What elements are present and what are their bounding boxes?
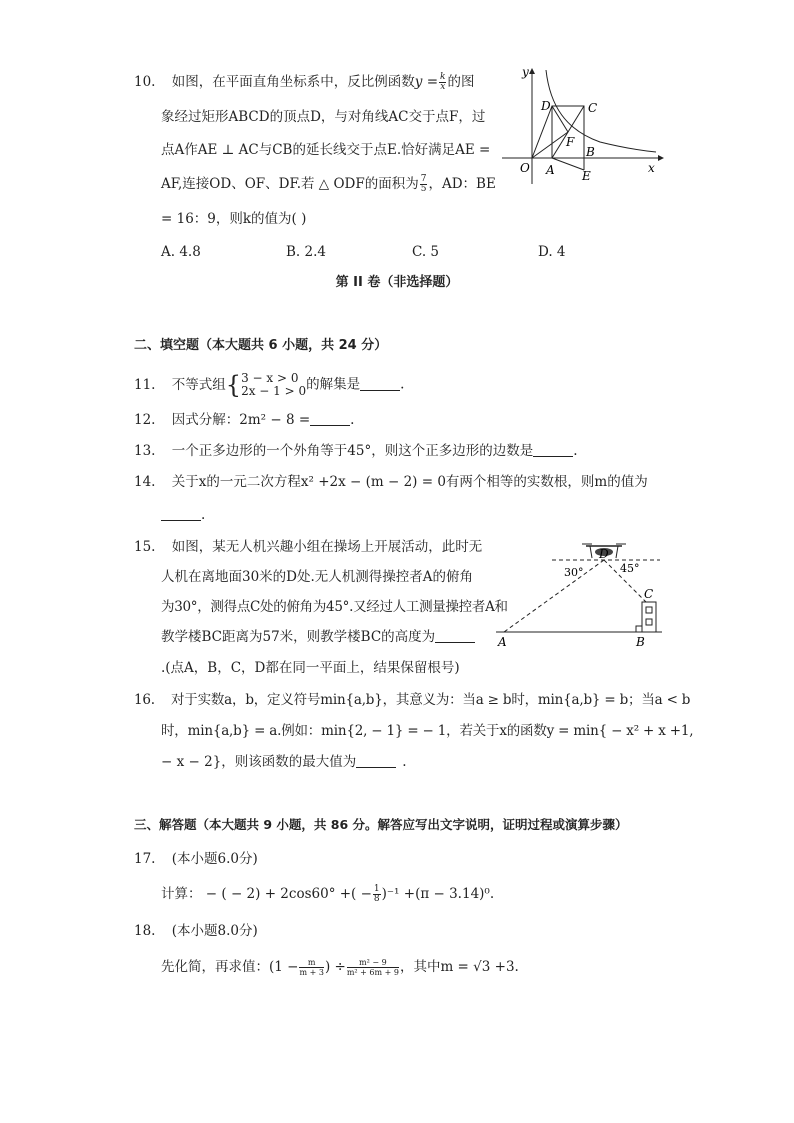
- q15-line4: 教学楼BC距离为57米，则教学楼BC的高度为: [161, 627, 475, 647]
- q10-line4: AF,连接OD、OF、DF.若 △ ODF的面积为 $\frac{7}{5}$ ，AD：BE: [161, 174, 496, 194]
- q14: 14. 关于x的一元二次方程x² +2x − (m − 2) = 0有两个相等的实数根，则m的值为: [134, 474, 648, 490]
- fig-label-d: D: [599, 547, 609, 561]
- answer-blank[interactable]: [356, 755, 396, 768]
- q10-line3: 点A作AE ⊥ AC与CB的延长线交于点E.恰好满足AE =: [161, 142, 491, 158]
- fig-label-a: A: [498, 635, 507, 649]
- q15-drone-figure: [494, 534, 666, 652]
- answer-blank[interactable]: [435, 630, 475, 643]
- part2-title: 第 II 卷（非选择题）: [335, 275, 459, 290]
- q10-line1: 10. 如图，在平面直角坐标系中，反比例函数y = $\frac{k}{x}$ 的图: [134, 72, 475, 92]
- q15-line3: 为30°，测得点C处的俯角为45°.又经过人工测量操控者A和: [161, 599, 508, 615]
- fig-label-45deg: 45°: [620, 562, 640, 575]
- answer-blank[interactable]: [533, 444, 573, 457]
- question-number: 14.: [134, 474, 156, 490]
- fraction-1-over-8: $\frac{1}{8}$: [373, 884, 380, 904]
- fig-label-c: C: [644, 587, 654, 601]
- answer-blank[interactable]: [310, 413, 350, 426]
- question-number: 15.: [134, 539, 156, 555]
- q10-line5: = 16：9，则k的值为( ): [161, 211, 307, 227]
- answer-blank[interactable]: [161, 508, 201, 521]
- q17-expression: 计算： − ( − 2) + 2cos60° +( − $\frac{1}{8}$ )⁻¹ +(π − 3.14)⁰.: [161, 884, 495, 904]
- q16-line2: 时，min{a,b} = a.例如：min{2, − 1} = − 1，若关于x的函数y = min{ − x² + x +1,: [161, 723, 694, 739]
- q15-line1: 15. 如图，某无人机兴趣小组在操场上开展活动，此时无: [134, 539, 483, 555]
- section2-title: 二、填空题（本大题共 6 小题，共 24 分）: [134, 338, 388, 353]
- answer-blank[interactable]: [360, 378, 400, 391]
- fraction-m-over-m-plus-3: $\frac{m}{m + 3}$: [299, 958, 324, 977]
- fig-label-f: F: [566, 135, 575, 149]
- q13: 13. 一个正多边形的一个外角等于45°，则这个正多边形的边数是 .: [134, 443, 578, 459]
- fig-label-b: B: [636, 635, 645, 649]
- fig-label-30deg: 30°: [564, 566, 584, 579]
- q16-line3: − x − 2}，则该函数的最大值为 .: [161, 754, 407, 770]
- q10-option-d: D. 4: [538, 244, 566, 260]
- question-number: 13.: [134, 443, 156, 459]
- q11: 11. 不等式组{ 3 − x > 0 2x − 1 > 0 的解集是 .: [134, 371, 405, 399]
- question-number: 11.: [134, 376, 156, 393]
- fig-label-y: y: [522, 66, 529, 79]
- q18-header: 18. (本小题8.0分): [134, 923, 258, 939]
- question-number: 18.: [134, 923, 156, 939]
- q10-coordinate-figure: [496, 66, 666, 188]
- fig-label-d: D: [541, 99, 551, 113]
- q10-option-b: B. 2.4: [286, 244, 326, 260]
- brace-icon: {: [225, 371, 242, 399]
- q15-line5: .(点A，B，C，D都在同一平面上，结果保留根号): [161, 660, 460, 676]
- question-number: 10.: [134, 74, 156, 90]
- fraction-m2-9-over-m2-6m-9: $\frac{\text{m² − 9}}{\text{m² + 6m + 9}}$: [346, 958, 399, 977]
- question-number: 12.: [134, 412, 156, 428]
- inequality-system: 3 − x > 0 2x − 1 > 0: [241, 371, 307, 398]
- q15-line2: 人机在离地面30米的D处.无人机测得操控者A的俯角: [161, 569, 474, 585]
- fraction-7-over-5: $\frac{7}{5}$: [420, 174, 427, 194]
- fig-label-a: A: [546, 163, 555, 177]
- fig-label-c: C: [588, 101, 598, 115]
- question-number: 17.: [134, 851, 156, 867]
- fraction-k-over-x: $\frac{k}{x}$: [440, 72, 446, 92]
- q10-option-a: A. 4.8: [161, 244, 201, 260]
- q16-line1: 16. 对于实数a，b，定义符号min{a,b}，其意义为：当a ≥ b时，min{a,b} = b；当a < b: [134, 692, 691, 708]
- q17-header: 17. (本小题6.0分): [134, 851, 258, 867]
- fig-label-x: x: [648, 161, 655, 175]
- q10-line2: 象经过矩形ABCD的顶点D，与对角线AC交于点F，过: [161, 109, 486, 125]
- question-number: 16.: [134, 692, 155, 708]
- q12: 12. 因式分解：2m² − 8 = .: [134, 412, 355, 428]
- q10-option-c: C. 5: [412, 244, 440, 260]
- fig-label-o: O: [520, 161, 530, 175]
- q18-expression: 先化简，再求值：(1 − $\frac{m}{m + 3}$ ) ÷ $\frac{\text{m² − 9}}{\text{m² + 6m + 9}}$ ，其中m = √3 +3.: [161, 958, 519, 977]
- fig-label-e: E: [582, 169, 591, 183]
- section3-title: 三、解答题（本大题共 9 小题，共 86 分。解答应写出文字说明，证明过程或演算步骤）: [134, 817, 628, 832]
- fig-label-b: B: [586, 145, 595, 159]
- q14-line2: .: [161, 505, 205, 525]
